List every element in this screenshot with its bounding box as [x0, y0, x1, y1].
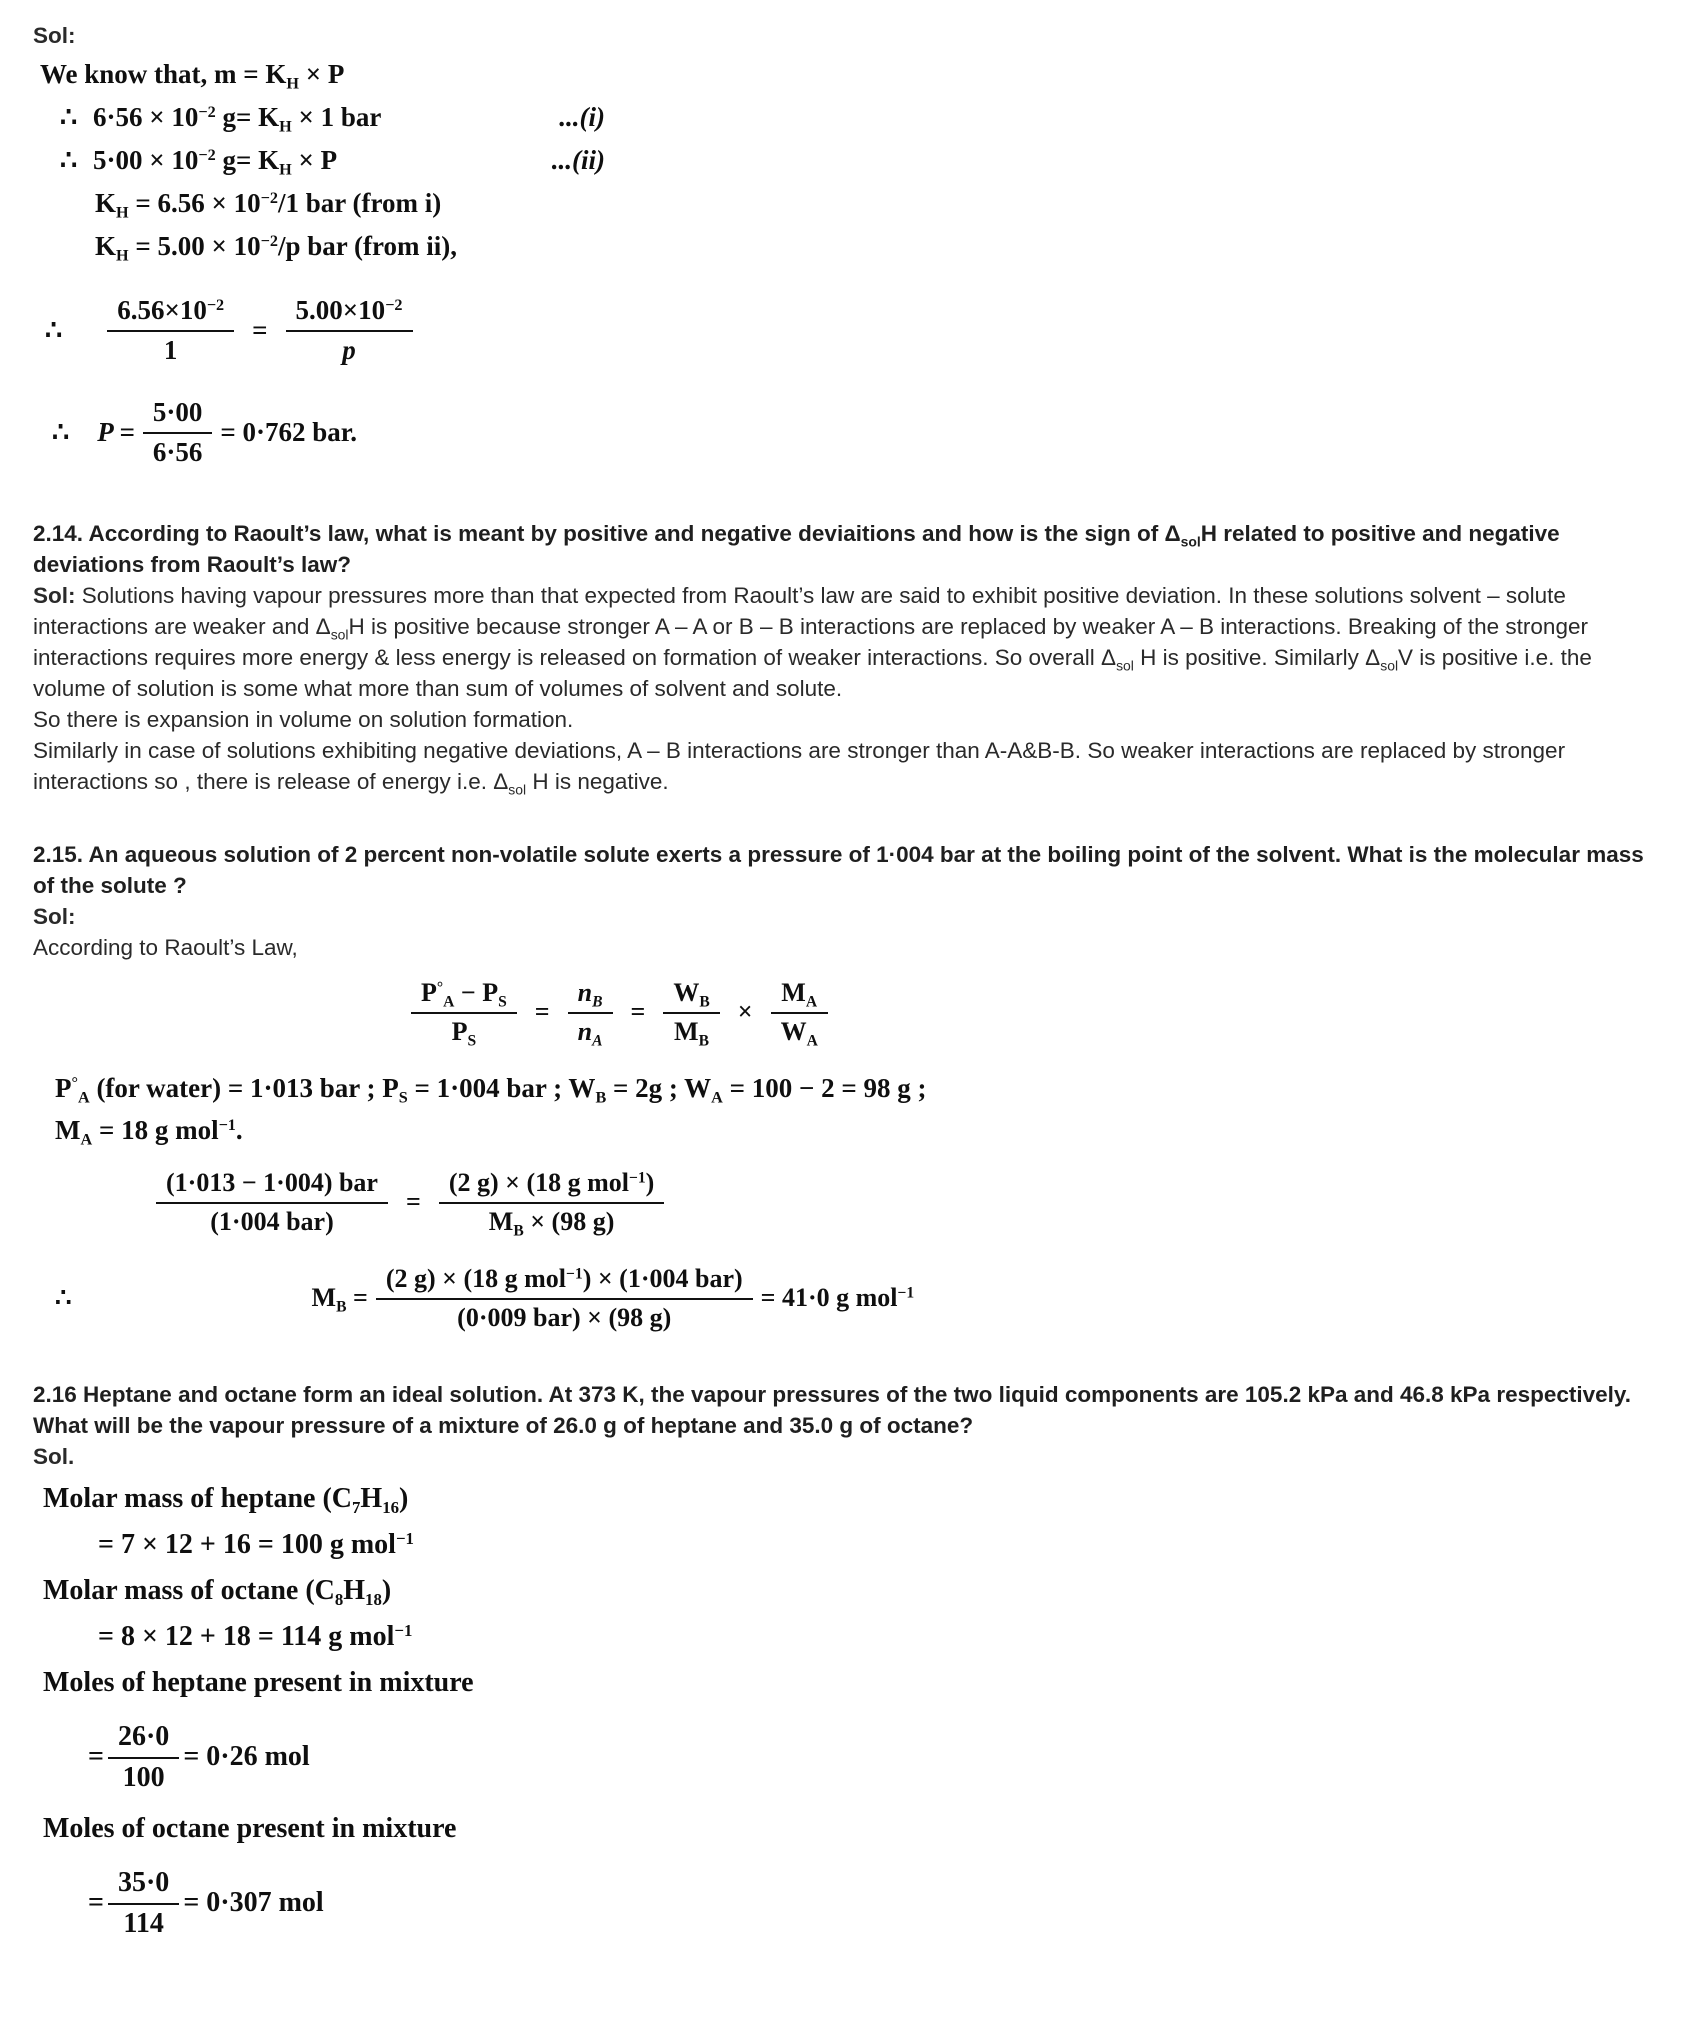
therefore-symbol: ∴ [60, 145, 78, 175]
pressure-ratio-fraction [411, 977, 517, 1050]
fraction-denominator: p [342, 335, 356, 365]
moles-heptane-calc [88, 1720, 1667, 1794]
fraction-numerator: 5·00 [143, 396, 213, 434]
equation-i-tag: ...(i) [559, 102, 605, 132]
sol-label-216: Sol. [33, 1444, 75, 1469]
equals-sign: = [405, 1187, 421, 1216]
equation-i-body: $6\cdot 56 \times 10^{-2}$ $g= K_H \times 1$ bar [93, 102, 382, 136]
fraction-denominator: 6·56 [152, 437, 203, 467]
calculation-step-2 [55, 1263, 1667, 1333]
question-216: 2.16 Heptane and octane form an ideal solution. At 373 K, the vapour pressures of the two liquid components are 105.2 kPa and 46.8 kPa respectively. What will be the vapour pressure of a mixture of 26.0 g of heptane and 35.0 g of octane? [33, 1382, 1631, 1438]
molar-mass-octane-value: = 8 × 12 + 18 = 114 g mol$^{-1}$ [98, 1620, 413, 1652]
therefore-symbol: ∴ [55, 1283, 72, 1312]
henry-law-statement: We know that, $m = K_H \times P$ [40, 59, 345, 93]
molar-mass-fraction [771, 977, 828, 1050]
octane-fraction [108, 1866, 179, 1940]
therefore-symbol: ∴ [45, 314, 63, 345]
answer-214-para2: So there is expansion in volume on solution formation. [33, 707, 574, 732]
fraction-denominator: $n_A$ [577, 1017, 603, 1050]
question-214: 2.14. According to Raoult’s law, what is meant by positive and negative deviaitions and how is the sign of $\Delta_{sol}H$ related to positive and negative deviations from Raoult’s law? [33, 521, 1560, 577]
pressure-lhs: P = [97, 416, 135, 447]
right-fraction [439, 1167, 665, 1240]
sol-label: Sol: [33, 583, 76, 608]
equation-ii-tag: ...(ii) [551, 145, 605, 175]
fraction-numerator: $P^\circ_A - P_S$ [411, 977, 517, 1014]
question-215: 2.15. An aqueous solution of 2 percent non-volatile solute exerts a pressure of 1·004 bar at the boiling point of the solvent. What is the molecular mass of the solute ? [33, 842, 1644, 898]
equals-sign: = [534, 997, 550, 1026]
fraction-numerator: (2 g) × (18 g mol$^{-1}$) × (1·004 bar) [376, 1263, 753, 1300]
fraction-denominator: 1 [163, 335, 178, 365]
mb-fraction [376, 1263, 753, 1333]
solution-213-label: Sol: [33, 23, 76, 48]
pressure-result: = 0·762 bar. [220, 416, 358, 447]
answer-215-intro: According to Raoult’s Law, [33, 935, 298, 960]
moles-octane-label: Moles of octane present in mixture [43, 1813, 457, 1844]
mass-molar-fraction [663, 977, 719, 1050]
moles-heptane-label: Moles of heptane present in mixture [43, 1667, 474, 1698]
mole-ratio-fraction [568, 977, 613, 1050]
molar-mass-octane-label: Molar mass of octane $(C_8H_{18})$ [43, 1575, 392, 1609]
molar-mass-heptane-value: = 7 × 12 + 16 = 100 g mol$^{-1}$ [98, 1528, 414, 1560]
right-fraction [286, 294, 413, 366]
given-values-line2: $M_A = 18$ g mol$^{-1}$. [55, 1115, 243, 1149]
answer-214 [33, 580, 1667, 797]
moles-octane-result: = 0·307 mol [183, 1887, 324, 1918]
kh-from-i: $K_H = 6.56 \times 10^{-2}/1$ bar (from i) [95, 188, 442, 222]
molar-mass-heptane-label: Molar mass of heptane $(C_7H_{16})$ [43, 1483, 409, 1517]
equation-ii-body: $5\cdot 00 \times 10^{-2}$ $g= K_H \times P$ [93, 145, 338, 179]
kh-ratio-equation [45, 294, 1667, 366]
moles-heptane-result: = 0·26 mol [183, 1741, 310, 1772]
equals-sign: = [630, 997, 646, 1026]
fraction-denominator: (1·004 bar) [210, 1207, 334, 1236]
equals-sign: = [88, 1741, 104, 1772]
fraction-denominator: 114 [123, 1908, 164, 1939]
fraction-denominator: $W_A$ [780, 1017, 818, 1050]
equation-ii-row [60, 139, 605, 182]
given-values-line1: $P^\circ_A$ (for water) = 1·013 bar ; $P_S = 1\cdot 004$ bar ; $W_B = 2g$ ; $W_A = 100 - 2 = 98$ g ; [55, 1073, 927, 1107]
raoult-formula [403, 977, 1667, 1050]
equals-sign: = [252, 314, 268, 345]
fraction-numerator: $W_B$ [663, 977, 719, 1014]
kh-from-ii: $K_H = 5.00 \times 10^{-2}/p$ bar (from ii), [95, 231, 457, 265]
calculation-step-1 [148, 1167, 1667, 1240]
mb-result: = 41·0 g mol$^{-1}$ [760, 1283, 915, 1312]
therefore-symbol: ∴ [52, 416, 70, 447]
moles-octane-calc [88, 1866, 1667, 1940]
left-fraction [156, 1167, 388, 1237]
equation-i-row [60, 96, 605, 139]
therefore-symbol: ∴ [60, 102, 78, 132]
left-fraction [107, 294, 234, 366]
fraction-numerator: (2 g) × (18 g mol$^{-1}$) [439, 1167, 665, 1204]
fraction-numerator: $6.56\times 10^{-2}$ [107, 294, 234, 332]
pressure-fraction [143, 396, 213, 468]
fraction-numerator: 35·0 [108, 1866, 179, 1905]
mb-lhs: $M_B$ = [311, 1283, 368, 1316]
answer-214-text1: Solutions having vapour pressures more than that expected from Raoult’s law are said to exhibit positive deviation. In these solutions solvent – solute interactions are weaker and $\Delta_{sol}H$ is positive because stronger A – A or B – B interactions are replaced by weaker A – B interactions. Breaking of the stronger interactions requires more energy & less energy is released on formation of weaker interactions. So overall $\Delta_{sol}$ H is positive. Similarly $\Delta_{sol}V$ is positive i.e. the volume of solution is some what more than sum of volumes of solvent and solute. [33, 583, 1592, 701]
fraction-denominator: $M_B$ [674, 1017, 709, 1050]
answer-214-para1 [33, 580, 1667, 704]
fraction-numerator: $n_B$ [568, 977, 613, 1014]
fraction-numerator: 26·0 [108, 1720, 179, 1759]
fraction-numerator: $M_A$ [771, 977, 828, 1014]
fraction-denominator: (0·009 bar) × (98 g) [457, 1303, 672, 1332]
fraction-denominator: 100 [122, 1762, 165, 1793]
pressure-result-equation [52, 396, 1667, 468]
fraction-numerator: $5.00\times 10^{-2}$ [286, 294, 413, 332]
equals-sign: = [88, 1887, 104, 1918]
answer-214-para3: Similarly in case of solutions exhibiting negative deviations, A – B interactions are stronger than A-A&B-B. So weaker interactions are replaced by stronger interactions so , there is release of energy i.e. $\Delta_{sol}$ H is negative. [33, 738, 1566, 798]
fraction-denominator: $P_S$ [451, 1017, 477, 1050]
fraction-numerator: (1·013 − 1·004) bar [156, 1167, 388, 1204]
fraction-denominator: $M_B \times (98$ g) [488, 1207, 615, 1240]
sol-label-215: Sol: [33, 904, 76, 929]
solution-216-work [43, 1476, 1667, 1940]
solution-213-work [40, 53, 1667, 468]
times-sign: × [737, 997, 753, 1026]
heptane-fraction [108, 1720, 179, 1794]
